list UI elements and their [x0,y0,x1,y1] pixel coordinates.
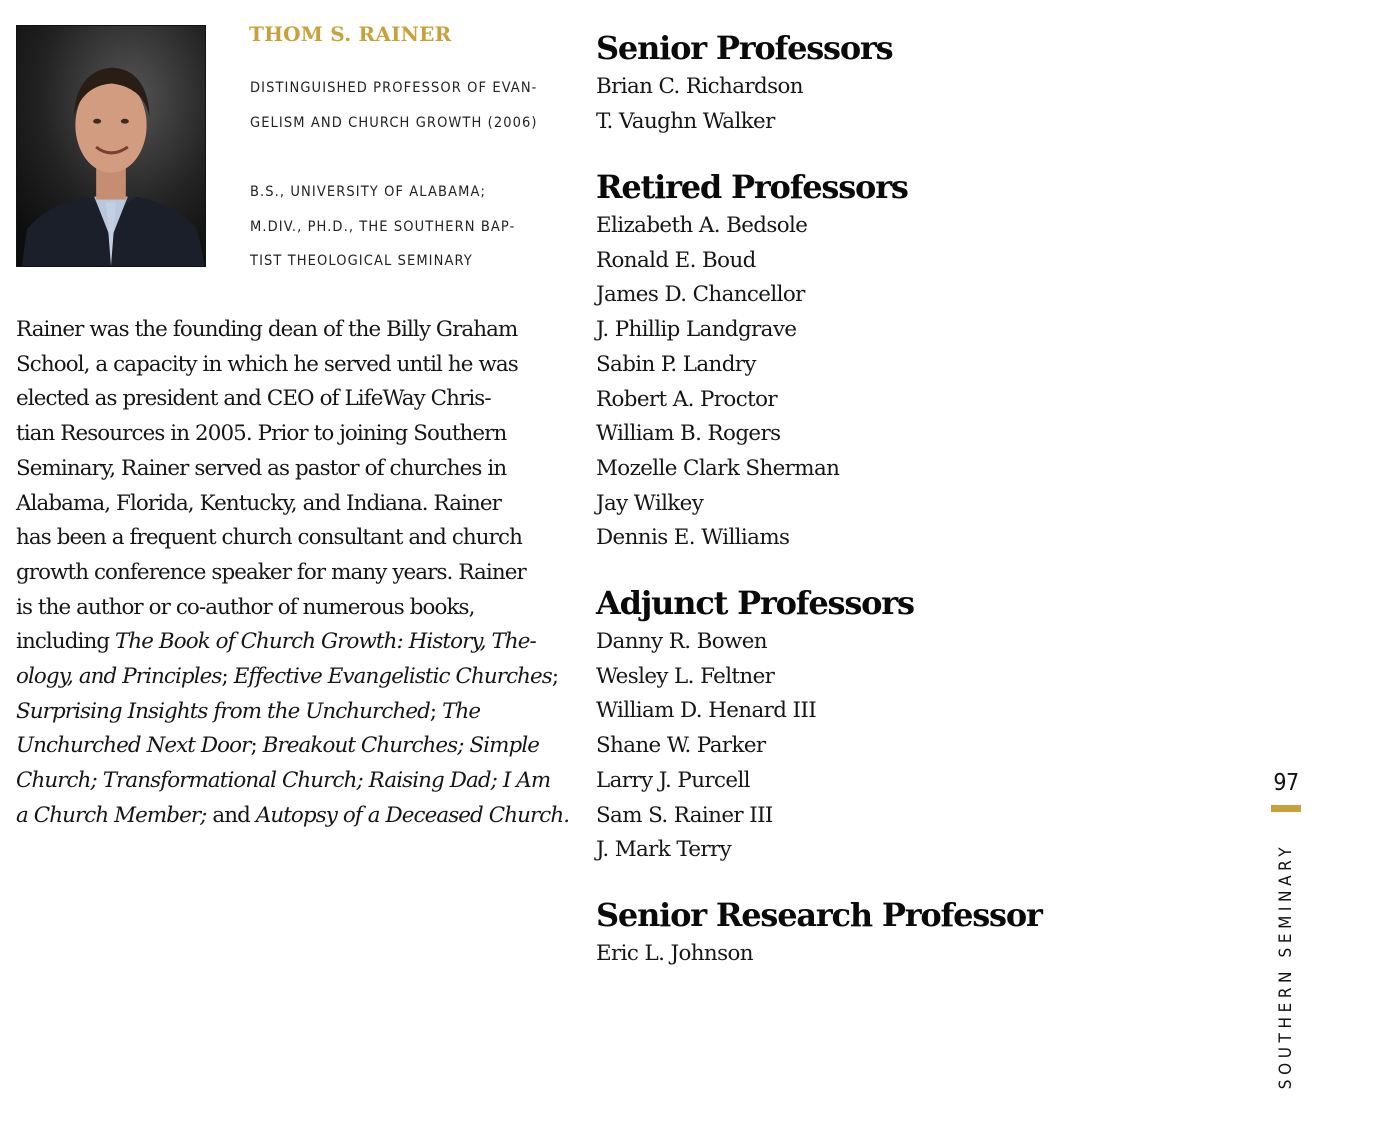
bio-line: elected as president and CEO of LifeWay Chris- [16,386,491,412]
bio-text: ; [221,664,234,690]
section-senior-research-professor [596,893,1042,972]
book-title: The [442,698,481,724]
bio-line: Alabama, Florida, Kentucky, and Indiana. Rainer [16,490,502,516]
running-title: SOUTHERN SEMINARY [1276,842,1296,1090]
list-item: Eric L. Johnson [596,941,753,966]
list-item: Larry J. Purcell [596,767,750,793]
bio-text: including [16,629,116,655]
list-item: Robert A. Proctor [596,386,777,412]
list-item: William D. Henard III [596,698,817,724]
bio-line [16,729,576,764]
list-item: Dennis E. Williams [596,525,790,551]
bio-line: tian Resources in 2005. Prior to joining Southern [16,421,507,447]
book-title: a Church Member; [16,802,207,828]
faculty-title-line: GELISM AND CHURCH GROWTH (2006) [250,114,538,131]
faculty-degree-line: TIST THEOLOGICAL SEMINARY [250,253,473,269]
faculty-degrees [250,175,515,279]
section-retired-professors [596,165,908,556]
section-heading: Senior Professors [596,29,893,67]
bio-text: ; [250,733,263,759]
bio-text: ; [429,698,443,724]
list-item: Sam S. Rainer III [596,802,773,828]
faculty-title [250,71,538,140]
accent-rule [1271,805,1301,812]
faculty-biography [16,313,576,834]
list-item: James D. Chancellor [596,282,805,308]
list-item: Jay Wilkey [596,490,704,516]
bio-line: has been a frequent church consultant and church [16,525,522,551]
section-adjunct-professors [596,581,914,868]
bio-line [16,695,576,730]
book-title: Surprising Insights from the Unchurched [16,698,430,724]
book-title: Church; Transformational Church; Raising Dad; I Am [16,768,551,794]
name-list [596,209,908,556]
section-heading: Senior Research Professor [596,896,1042,934]
bio-line [16,764,576,799]
list-item: J. Phillip Landgrave [596,317,797,343]
page-number: 97 [1273,770,1299,796]
name-list [596,625,914,868]
list-item: Mozelle Clark Sherman [596,455,840,481]
list-item: Wesley L. Feltner [596,663,775,689]
list-item: Brian C. Richardson [596,74,803,99]
bio-line: Rainer was the founding dean of the Billy Graham [16,317,518,342]
faculty-degree-line: B.S., UNIVERSITY OF ALABAMA; [250,184,486,200]
list-item: Sabin P. Landry [596,351,756,377]
book-title: Autopsy of a Deceased Church. [255,802,570,828]
bio-text: ; [551,664,559,690]
name-list [596,70,892,139]
list-item: T. Vaughn Walker [596,108,775,134]
list-item: Shane W. Parker [596,733,766,759]
bio-line: is the author or co-author of numerous books, [16,594,475,620]
list-item: J. Mark Terry [596,837,732,863]
list-item: Danny R. Bowen [596,629,767,654]
faculty-title-line: DISTINGUISHED PROFESSOR OF EVAN- [250,80,538,96]
list-item: Ronald E. Boud [596,247,756,273]
bio-line [16,625,576,660]
list-item: Elizabeth A. Bedsole [596,213,808,238]
faculty-portrait [16,25,206,267]
faculty-degree-line: M.DIV., PH.D., THE SOUTHERN BAP- [250,218,516,235]
section-heading: Retired Professors [596,168,908,206]
section-senior-professors [596,26,892,139]
bio-line [16,799,576,834]
book-title: ology, and Principles [16,664,222,690]
book-title: Breakout Churches; Simple [262,733,540,759]
bio-line: growth conference speaker for many years. Rainer [16,559,526,585]
section-heading: Adjunct Professors [596,584,914,622]
bio-line: School, a capacity in which he served until he was [16,351,518,377]
book-title: The Book of Church Growth: History, The- [115,629,536,655]
book-title: Unchurched Next Door [16,733,251,759]
name-list [596,937,1042,972]
list-item: William B. Rogers [596,421,781,447]
bio-text: and [206,802,256,828]
bio-line [16,660,576,695]
bio-line: Seminary, Rainer served as pastor of churches in [16,455,507,481]
book-title: Effective Evangelistic Churches [233,664,552,690]
faculty-name: THOM S. RAINER [249,22,452,46]
